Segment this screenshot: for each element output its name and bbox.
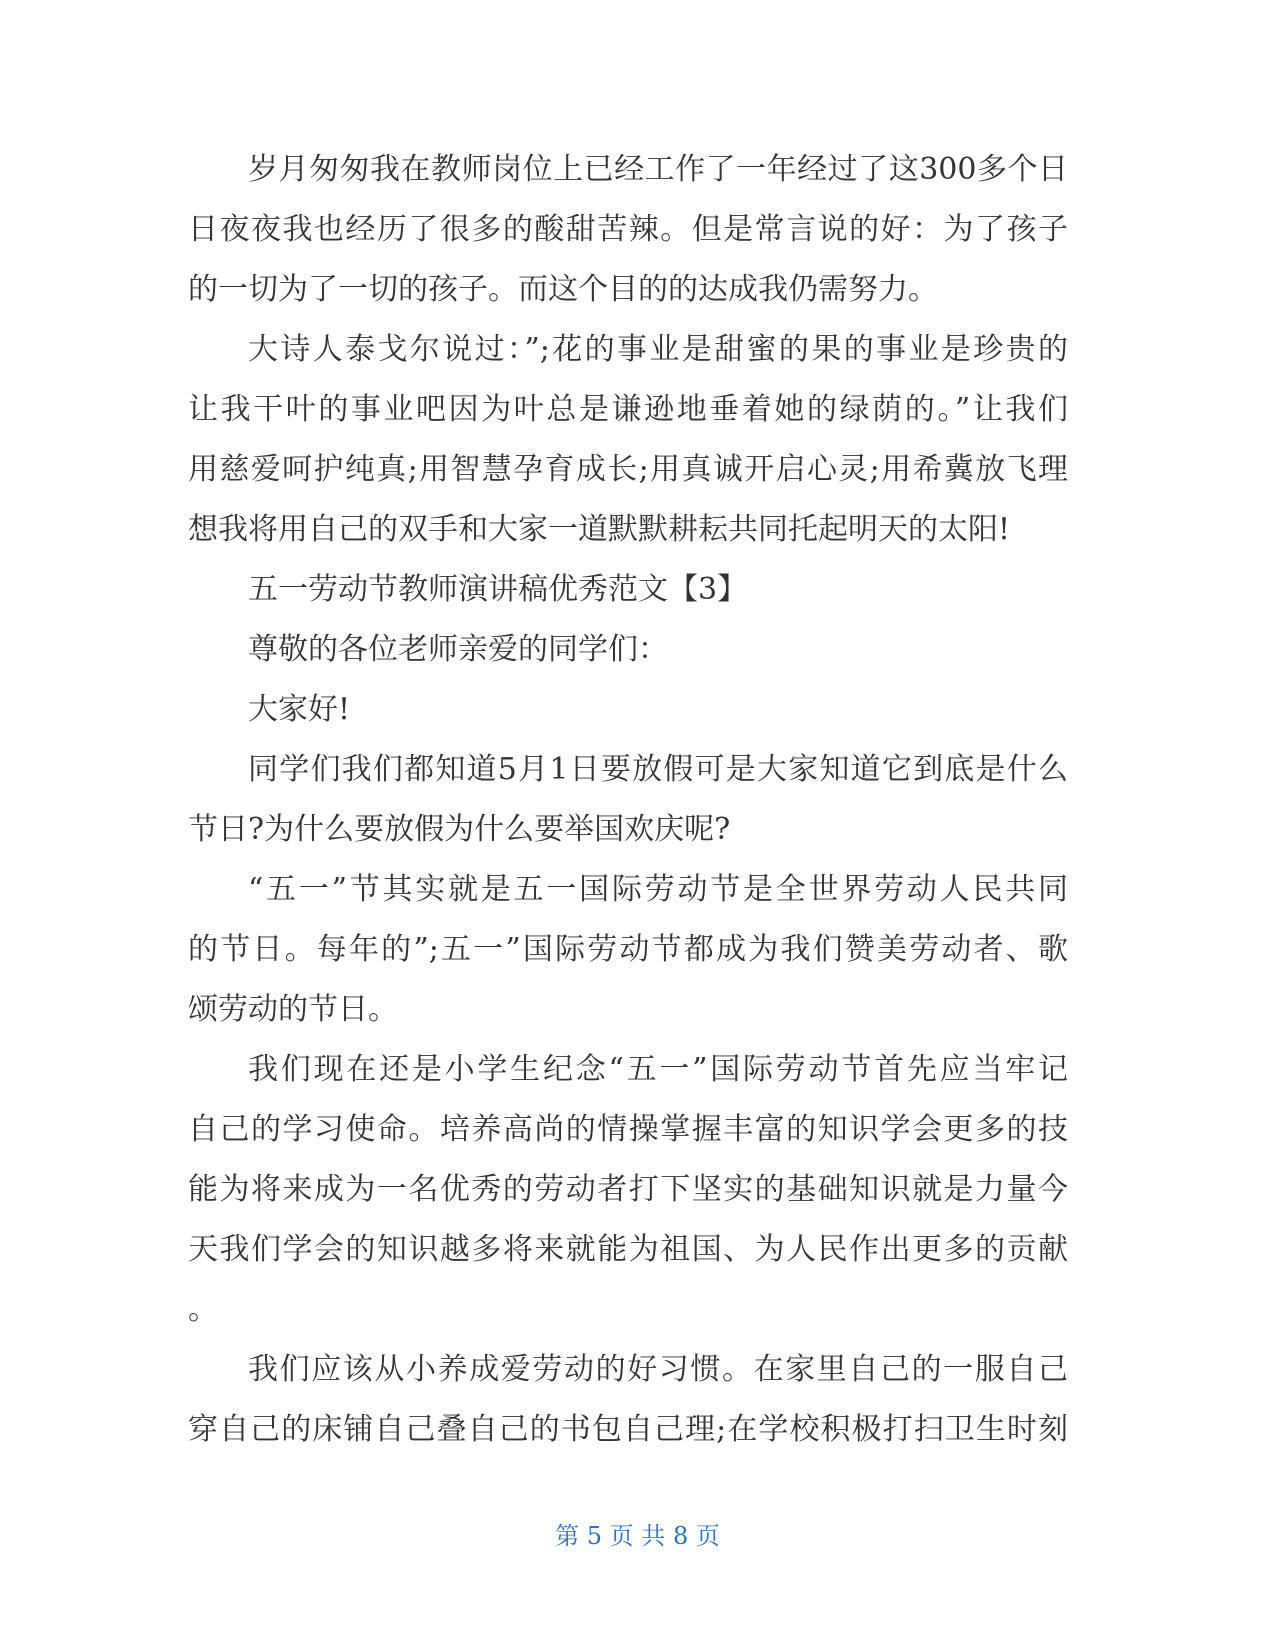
paragraph-6-line-2: 节日?为什么要放假为什么要举国欢庆呢? [188, 812, 731, 847]
paragraph-1-line-1: 岁月匆匆我在教师岗位上已经工作了一年经过了这300多个日 [248, 152, 1068, 187]
paragraph-9-line-1: 我们应该从小养成爱劳动的好习惯。在家里自己的一服自己 [248, 1352, 1068, 1387]
paragraph-2-line-4: 想我将用自己的双手和大家一道默默耕耘共同托起明天的太阳! [188, 512, 1011, 547]
paragraph-9-line-2: 穿自己的床铺自己叠自己的书包自己理;在学校积极打扫卫生时刻 [188, 1412, 1068, 1447]
paragraph-8-line-3: 能为将来成为一名优秀的劳动者打下坚实的基础知识就是力量今 [188, 1172, 1068, 1207]
paragraph-1-line-2: 日夜夜我也经历了很多的酸甜苦辣。但是常言说的好：为了孩子 [188, 212, 1068, 247]
paragraph-8-line-4: 天我们学会的知识越多将来就能为祖国、为人民作出更多的贡献 [188, 1232, 1068, 1267]
paragraph-7-line-2: 的节日。每年的”;五一”国际劳动节都成为我们赞美劳动者、歌 [188, 932, 1068, 967]
paragraph-1-line-3: 的一切为了一切的孩子。而这个目的的达成我仍需努力。 [188, 272, 938, 307]
paragraph-6-line-1: 同学们我们都知道5月1日要放假可是大家知道它到底是什么 [248, 752, 1068, 787]
paragraph-7-line-1: “五一”节其实就是五一国际劳动节是全世界劳动人民共同 [248, 872, 1068, 907]
paragraph-7-line-3: 颂劳动的节日。 [188, 992, 398, 1027]
paragraph-8-line-5: 。 [188, 1292, 218, 1327]
paragraph-8-line-1: 我们现在还是小学生纪念“五一”国际劳动节首先应当牢记 [248, 1052, 1068, 1087]
greeting: 大家好! [248, 692, 351, 727]
section-heading: 五一劳动节教师演讲稿优秀范文【3】 [248, 572, 748, 607]
paragraph-2-line-1: 大诗人泰戈尔说过：”;花的事业是甜蜜的果的事业是珍贵的 [248, 332, 1068, 367]
page-number-footer: 第 5 页 共 8 页 [555, 1522, 720, 1550]
paragraph-2-line-2: 让我干叶的事业吧因为叶总是谦逊地垂着她的绿荫的。”让我们 [188, 392, 1068, 427]
document-body [188, 140, 1068, 1460]
paragraph-8-line-2: 自己的学习使命。培养高尚的情操掌握丰富的知识学会更多的技 [188, 1112, 1068, 1147]
salutation: 尊敬的各位老师亲爱的同学们： [248, 632, 668, 667]
paragraph-2-line-3: 用慈爱呵护纯真;用智慧孕育成长;用真诚开启心灵;用希冀放飞理 [188, 452, 1068, 487]
